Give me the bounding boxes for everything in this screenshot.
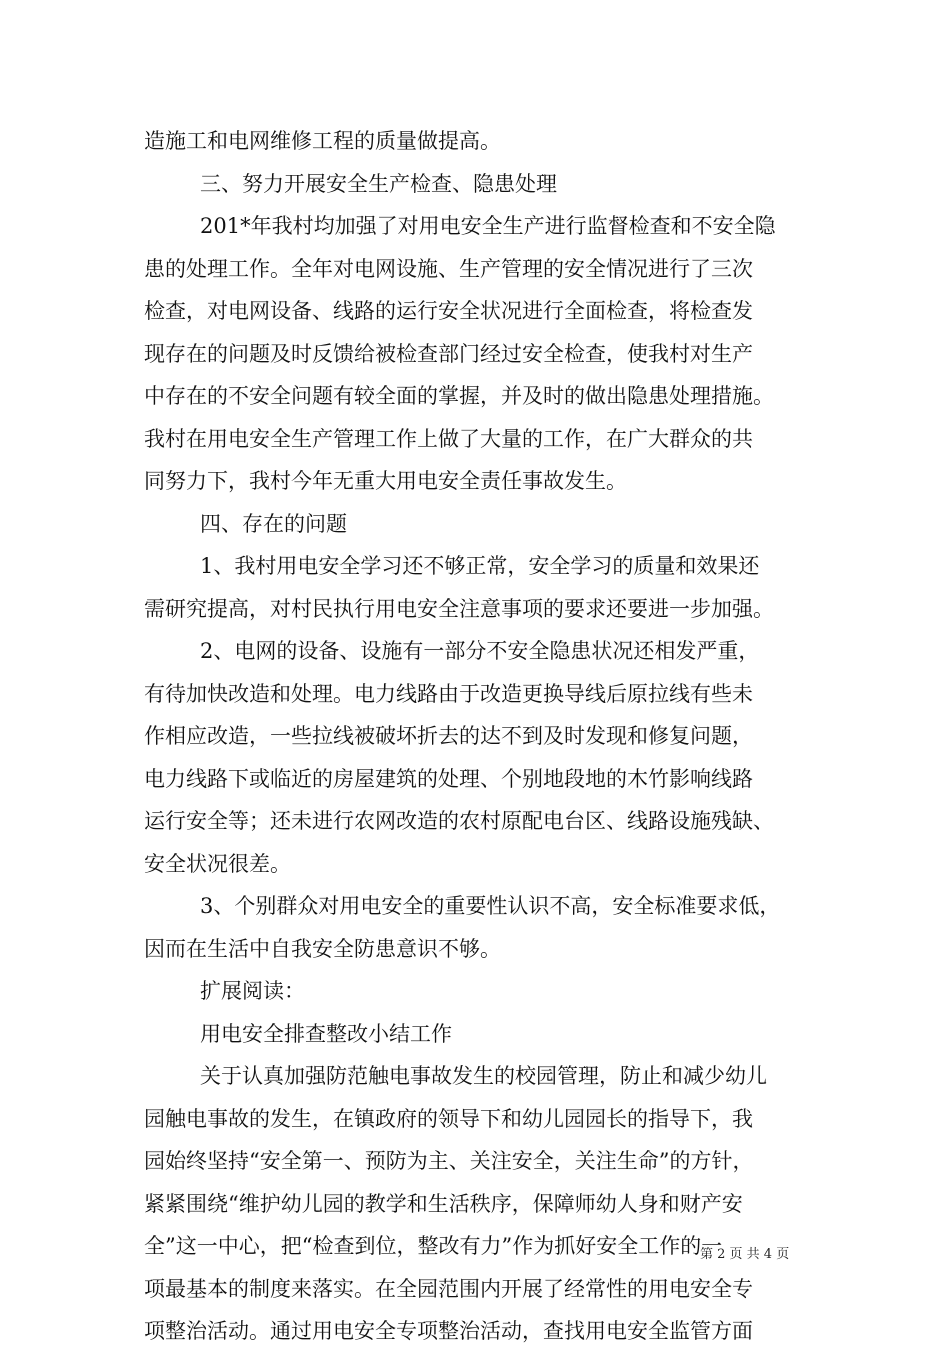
text-line: 园触电事故的发生，在镇政府的领导下和幼儿园园长的指导下，我 [144, 1106, 753, 1131]
text-line: 1、我村用电安全学习还不够正常，安全学习的质量和效果还 [200, 554, 760, 578]
text-line: 运行安全等；还未进行农网改造的农村原配电台区、线路设施残缺、 [144, 809, 774, 833]
section-heading: 四、存在的问题 [200, 511, 347, 536]
text-line: 3、个别群众对用电安全的重要性认识不高，安全标准要求低， [200, 894, 781, 918]
text-line: 全”这一中心，把“检查到位，整改有力”作为抓好安全工作的一 [144, 1234, 723, 1258]
page-number-footer: 第 2 页 共 4 页 [700, 1247, 790, 1262]
text-line: 201*年我村均加强了对用电安全生产进行监督检查和不安全隐 [200, 214, 776, 238]
text-line: 现存在的问题及时反馈给被检查部门经过安全检查，使我村对生产 [144, 341, 753, 366]
text-line: 造施工和电网维修工程的质量做提高。 [144, 129, 501, 153]
section-heading: 扩展阅读： [200, 979, 305, 1003]
section-heading: 三、努力开展安全生产检查、隐患处理 [200, 171, 557, 196]
text-line: 需研究提高，对村民执行用电安全注意事项的要求还要进一步加强。 [144, 596, 774, 621]
text-line: 紧紧围绕“维护幼儿园的教学和生活秩序，保障师幼人身和财产安 [144, 1191, 743, 1216]
text-line: 中存在的不安全问题有较全面的掌握，并及时的做出隐患处理措施。 [144, 384, 774, 408]
text-line: 我村在用电安全生产管理工作上做了大量的工作，在广大群众的共 [144, 426, 753, 451]
text-line: 项最基本的制度来落实。在全园范围内开展了经常性的用电安全专 [144, 1276, 753, 1301]
text-line: 检查，对电网设备、线路的运行安全状况进行全面检查，将检查发 [144, 299, 753, 323]
text-line: 项整治活动。通过用电安全专项整治活动，查找用电安全监管方面 [144, 1319, 753, 1343]
section-heading: 用电安全排查整改小结工作 [200, 1021, 452, 1046]
text-line: 因而在生活中自我安全防患意识不够。 [144, 936, 501, 961]
text-line: 患的处理工作。全年对电网设施、生产管理的安全情况进行了三次 [144, 256, 753, 281]
text-line: 安全状况很差。 [144, 851, 291, 876]
text-line: 2、电网的设备、设施有一部分不安全隐患状况还相发严重， [200, 639, 760, 663]
document-body [144, 120, 810, 1353]
text-line: 作相应改造，一些拉线被破坏折去的达不到及时发现和修复问题， [144, 724, 753, 748]
text-line: 同努力下，我村今年无重大用电安全责任事故发生。 [144, 469, 627, 493]
text-line: 园始终坚持“安全第一、预防为主、关注安全，关注生命”的方针， [144, 1149, 754, 1173]
text-line: 有待加快改造和处理。电力线路由于改造更换导线后原拉线有些未 [144, 681, 753, 706]
text-line: 关于认真加强防范触电事故发生的校园管理，防止和减少幼儿 [200, 1064, 767, 1088]
text-line: 电力线路下或临近的房屋建筑的处理、个别地段地的木竹影响线路 [144, 766, 753, 791]
